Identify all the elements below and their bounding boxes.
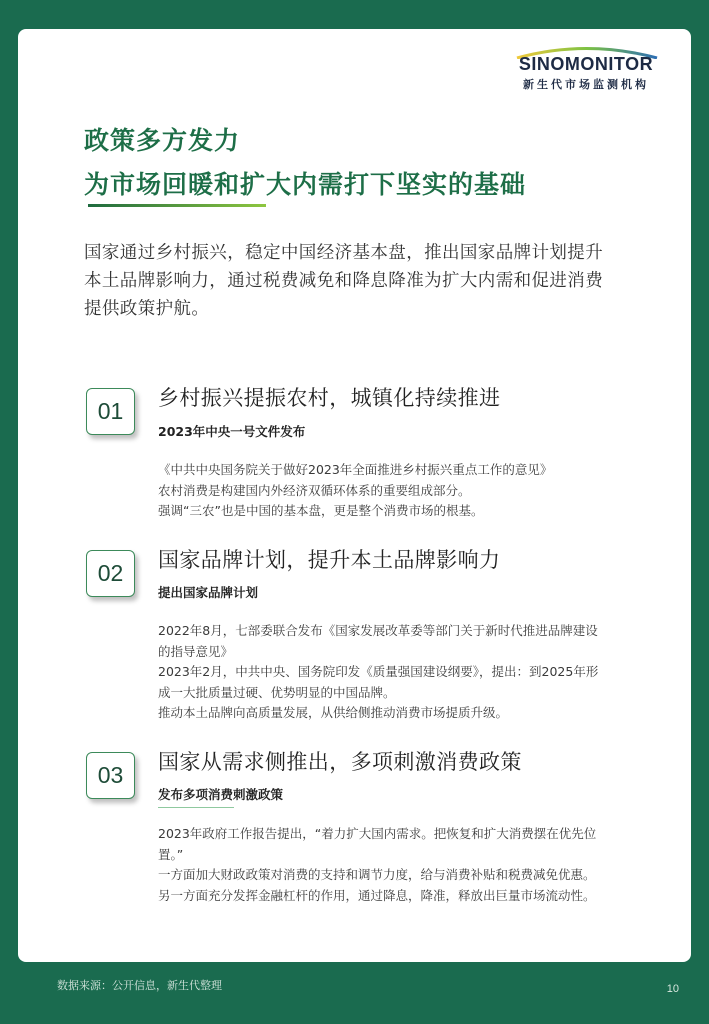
body-line: 成一大批质量过硬、优势明显的中国品牌。 — [158, 684, 396, 700]
section-body — [158, 460, 648, 522]
sinomonitor-logo — [511, 45, 661, 95]
body-line: 《中共中央国务院关于做好2023年全面推进乡村振兴重点工作的意见》 — [158, 462, 553, 477]
title-underline — [88, 204, 266, 207]
intro-line: 本土品牌影响力，通过税费减免和降息降准为扩大内需和促进消费 — [84, 271, 604, 291]
body-line: 2023年2月，中共中央、国务院印发《质量强国建设纲要》，提出：到2025年形 — [158, 664, 599, 679]
section-title: 国家从需求侧推出，多项刺激消费政策 — [158, 750, 522, 774]
body-line: 置。” — [158, 846, 184, 862]
section-number-badge: 02 — [86, 550, 135, 597]
body-line: 推动本土品牌向高质量发展，从供给侧推动消费市场提质升级。 — [158, 705, 509, 720]
body-line: 的指导意见》 — [158, 643, 234, 659]
page-card — [18, 29, 691, 962]
data-source-note: 数据来源：公开信息，新生代整理 — [57, 979, 222, 992]
section-title: 国家品牌计划，提升本土品牌影响力 — [158, 548, 501, 572]
body-line: 农村消费是构建国内外经济双循环体系的重要组成部分。 — [158, 482, 471, 498]
section-subtitle: 发布多项消费刺激政策 — [158, 787, 284, 802]
section-subtitle: 提出国家品牌计划 — [158, 585, 259, 600]
section-subtitle: 2023年中央一号文件发布 — [158, 424, 306, 439]
body-line: 另一方面充分发挥金融杠杆的作用，通过降息，降准，释放出巨量市场流动性。 — [158, 887, 596, 903]
intro-paragraph — [84, 239, 644, 323]
logo-chinese: 新生代市场监测机构 — [523, 78, 649, 91]
section-title: 乡村振兴提振农村，城镇化持续推进 — [158, 386, 501, 410]
logo-english: SINOMONITOR — [518, 54, 654, 74]
section-number-badge: 03 — [86, 752, 135, 799]
body-line: 2022年8月，七部委联合发布《国家发展改革委等部门关于新时代推进品牌建设 — [158, 623, 598, 638]
section-body — [158, 824, 648, 906]
page-number: 10 — [666, 983, 679, 995]
intro-line: 提供政策护航。 — [84, 299, 210, 319]
subtitle-underline — [158, 807, 234, 808]
page-title-line2: 为市场回暖和扩大内需打下坚实的基础 — [84, 170, 527, 199]
section-body — [158, 621, 648, 724]
body-line: 2023年政府工作报告提出，“着力扩大国内需求。把恢复和扩大消费摆在优先位 — [158, 826, 597, 841]
section-number-badge: 01 — [86, 388, 135, 435]
body-line: 强调“三农”也是中国的基本盘，更是整个消费市场的根基。 — [158, 503, 484, 518]
page-title-line1: 政策多方发力 — [84, 126, 241, 155]
body-line: 一方面加大财政政策对消费的支持和调节力度，给与消费补贴和税费减免优惠。 — [158, 867, 596, 882]
intro-line: 国家通过乡村振兴，稳定中国经济基本盘，推出国家品牌计划提升 — [84, 243, 604, 263]
